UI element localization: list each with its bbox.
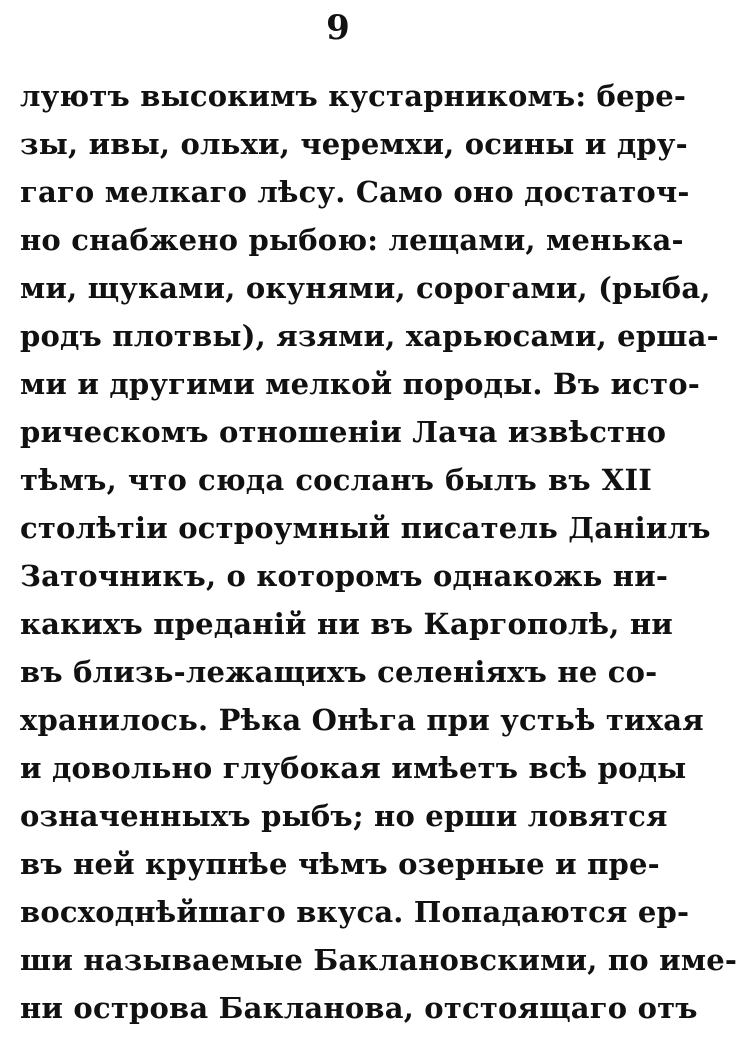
text-line-1: луютъ высокимъ кустарникомъ: бере-	[20, 79, 687, 113]
text-line-7: ми и другими мелкой породы. Въ исто-	[20, 367, 700, 401]
text-line-17: въ ней крупнѣе чѣмъ озерные и пре-	[20, 847, 660, 881]
text-line-20: ни острова Бакланова, отстоящаго отъ	[20, 991, 698, 1025]
text-line-14: хранилось. Рѣка Онѣга при устьѣ тихая	[20, 703, 704, 737]
text-line-10: столѣтіи остроумный писатель Даніилъ	[20, 511, 711, 545]
text-line-5: ми, щуками, окунями, сорогами, (рыба,	[20, 271, 711, 305]
text-line-8: рическомъ отношеніи Лача извѣстно	[20, 415, 667, 449]
text-line-18: восходнѣйшаго вкуса. Попадаются ер-	[20, 895, 690, 929]
text-line-11: Заточникъ, о которомъ однакожь ни-	[20, 559, 669, 593]
text-line-19: ши называемые Баклановскими, по име-	[20, 943, 737, 977]
text-line-13: въ близь-лежащихъ селеніяхъ не со-	[20, 655, 658, 689]
text-line-4: но снабжено рыбою: лещами, менька-	[20, 223, 684, 257]
text-line-9: тѣмъ, что сюда сосланъ былъ въ XII	[20, 463, 652, 497]
text-line-12: какихъ преданій ни въ Каргополѣ, ни	[20, 607, 673, 641]
text-line-16: означенныхъ рыбъ; но ерши ловятся	[20, 799, 668, 833]
page-number: 9	[326, 8, 350, 48]
text-line-6: родъ плотвы), язями, харьюсами, ерша-	[20, 319, 719, 353]
text-line-2: зы, ивы, ольхи, черемхи, осины и дру-	[20, 127, 688, 161]
body-text	[20, 72, 737, 1032]
text-line-15: и довольно глубокая имѣетъ всѣ роды	[20, 751, 687, 785]
text-line-3: гаго мелкаго лѣсу. Само оно достаточ-	[20, 175, 690, 209]
